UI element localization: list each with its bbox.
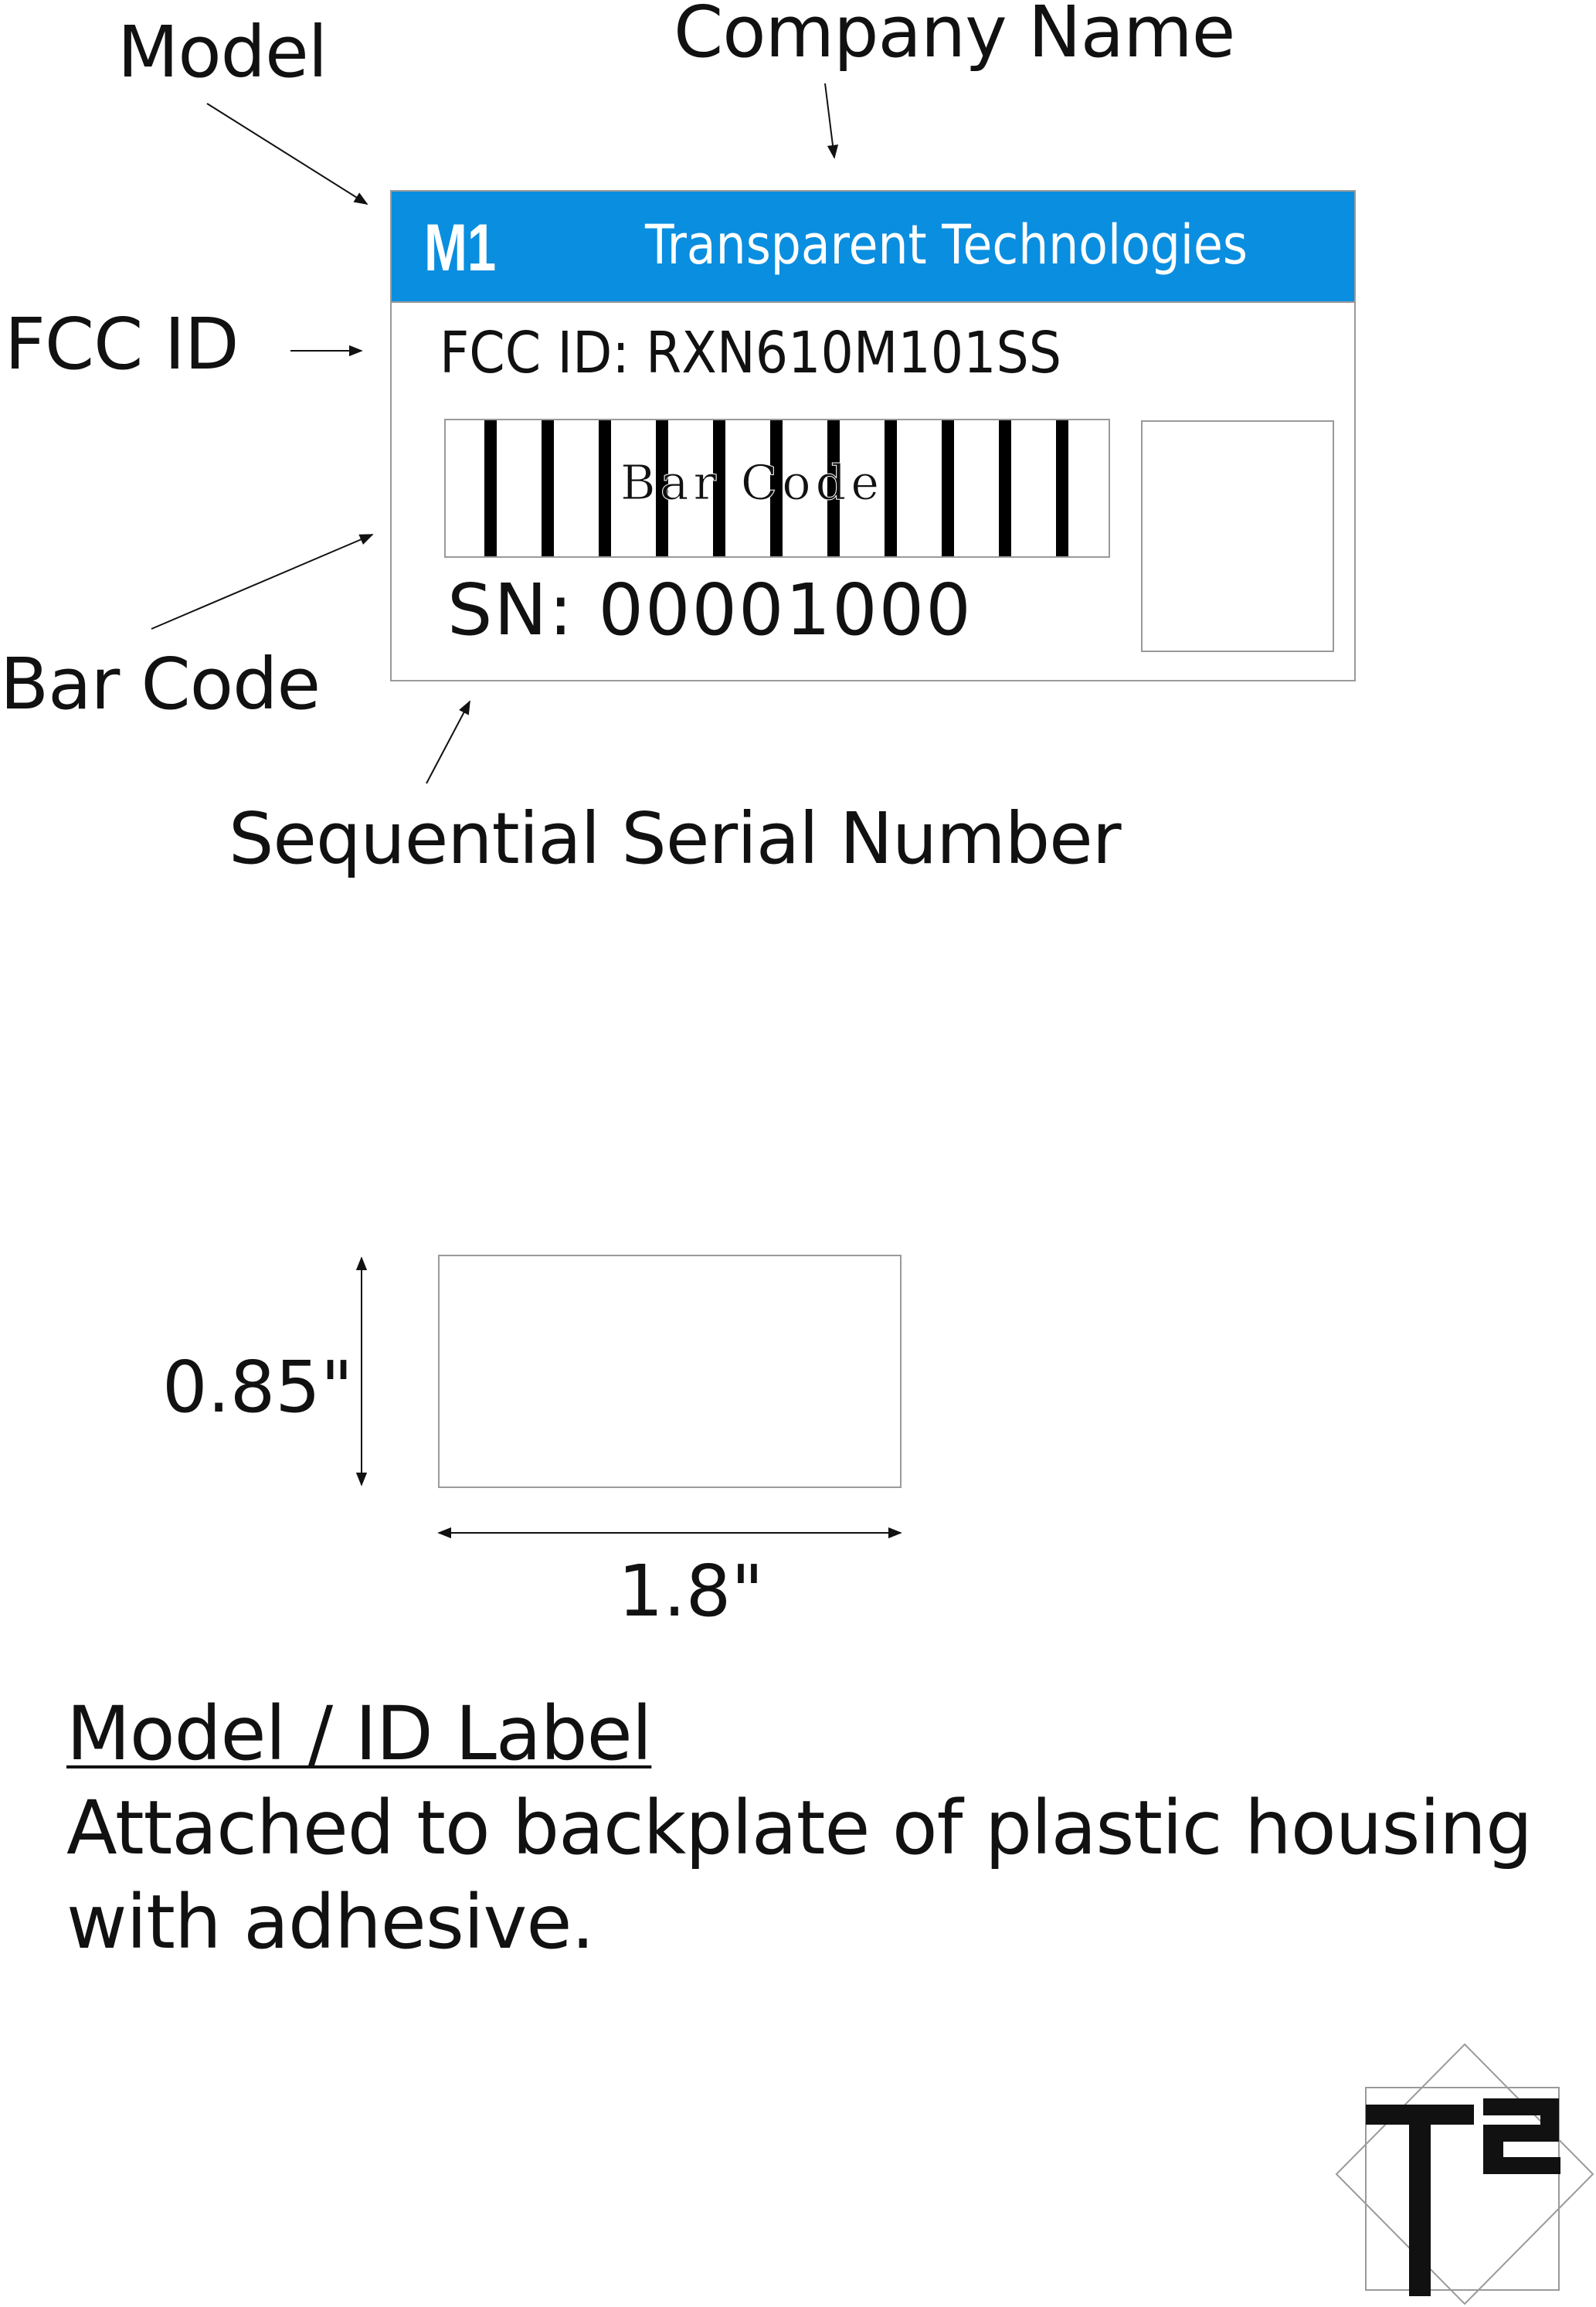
caption-line-1: Attached to backplate of plastic housing — [66, 1785, 1532, 1871]
caption-title: Model / ID Label — [66, 1690, 652, 1777]
label-model: M1 — [424, 211, 497, 285]
model-callout: Model — [117, 11, 328, 93]
barcode-bar — [599, 420, 611, 556]
label-company-name: Transparent Technologies — [645, 213, 1248, 277]
bar-code-callout: Bar Code — [0, 643, 321, 725]
label-fcc-id: FCC ID: RXN610M101SS — [440, 320, 1061, 386]
label-barcode — [444, 419, 1110, 558]
label-header — [392, 192, 1354, 303]
barcode-text: Bar Code — [620, 454, 885, 511]
serial-arrow — [426, 702, 470, 783]
company-name-callout: Company Name — [674, 0, 1235, 73]
barcode-arrow — [151, 535, 372, 629]
caption-line-2: with adhesive. — [66, 1879, 594, 1966]
label-blank-box — [1141, 420, 1334, 652]
barcode-bar — [999, 420, 1011, 556]
serial-number-callout: Sequential Serial Number — [229, 797, 1121, 880]
barcode-bar — [542, 420, 554, 556]
label-outline — [438, 1255, 902, 1488]
label-serial-number: SN: 00001000 — [447, 569, 973, 651]
fcc-id-callout: FCC ID — [5, 303, 239, 386]
company-arrow — [825, 83, 834, 158]
height-dimension-label: 0.85" — [162, 1346, 354, 1429]
width-dimension-label: 1.8" — [618, 1550, 764, 1633]
barcode-bar — [942, 420, 954, 556]
barcode-bar — [885, 420, 897, 556]
model-arrow — [207, 104, 367, 204]
barcode-bar — [1056, 420, 1068, 556]
t-squared-logo — [1329, 2041, 1596, 2307]
barcode-bar — [484, 420, 497, 556]
model-id-label — [390, 190, 1356, 681]
